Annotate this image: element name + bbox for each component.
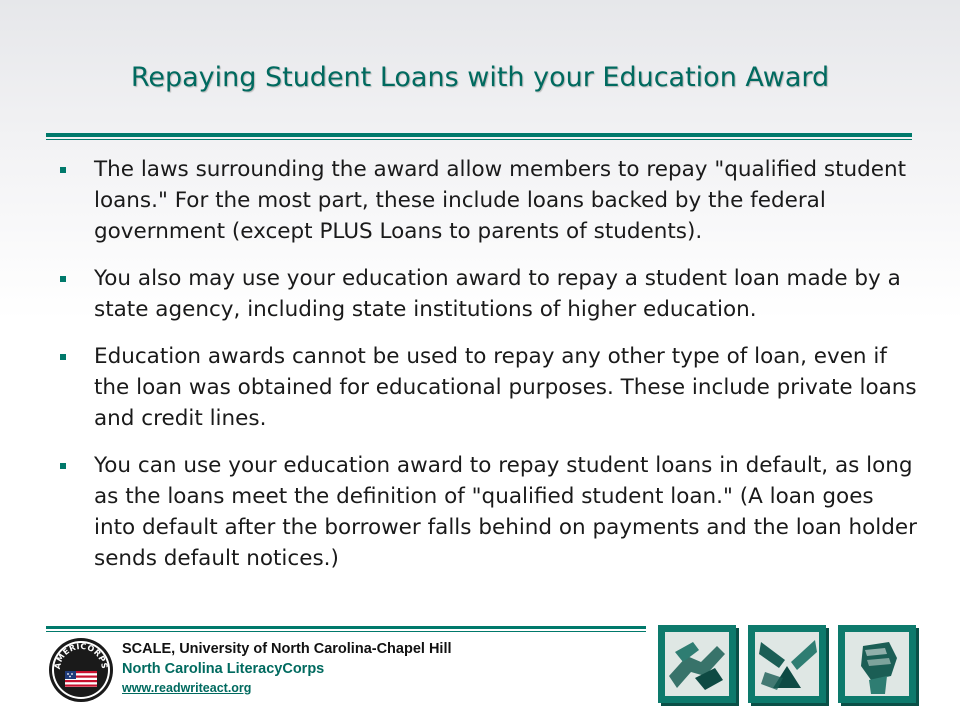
svg-text:AMERICORPS: AMERICORPS — [52, 641, 110, 670]
bullet-marker-icon — [60, 276, 66, 282]
footer-info — [122, 640, 452, 696]
footer-divider — [46, 626, 646, 632]
list-item — [58, 450, 918, 574]
bullet-text: The laws surrounding the award allow members to repay "qualified student loans." For the most part, these include loans backed by the federal government (except PLUS Loans to parents of students). — [94, 157, 907, 244]
fist-tile-icon — [838, 625, 916, 703]
slide-title: Repaying Student Loans with your Education Award — [130, 62, 830, 93]
bullet-text: You can use your education award to repay student loans in default, as long as the loans meet the definition of "qualified student loan." (A loan goes into default after the borrower falls behind on payments and the loan holder sends default notices.) — [94, 453, 917, 571]
bullet-marker-icon — [60, 463, 66, 469]
list-item — [58, 263, 918, 325]
handshake-tile-icon — [658, 625, 736, 703]
bullet-text: Education awards cannot be used to repay any other type of loan, even if the loan was obtained for educational purposes. These include private loans and credit lines. — [94, 344, 917, 431]
bullet-text: You also may use your education award to repay a student loan made by a state agency, including state institutions of higher education. — [94, 266, 901, 322]
footer-website-link[interactable]: www.readwriteact.org — [122, 681, 252, 695]
bullet-marker-icon — [60, 354, 66, 360]
bullet-marker-icon — [60, 167, 66, 173]
hands-tile-icon — [748, 625, 826, 703]
list-item — [58, 154, 918, 247]
footer-program: North Carolina LiteracyCorps — [122, 661, 325, 677]
list-item — [58, 341, 918, 434]
americorps-logo — [48, 637, 114, 703]
footer-org: SCALE, University of North Carolina-Chapel Hill — [122, 641, 452, 657]
bullet-list — [58, 154, 918, 590]
title-divider — [46, 133, 912, 141]
